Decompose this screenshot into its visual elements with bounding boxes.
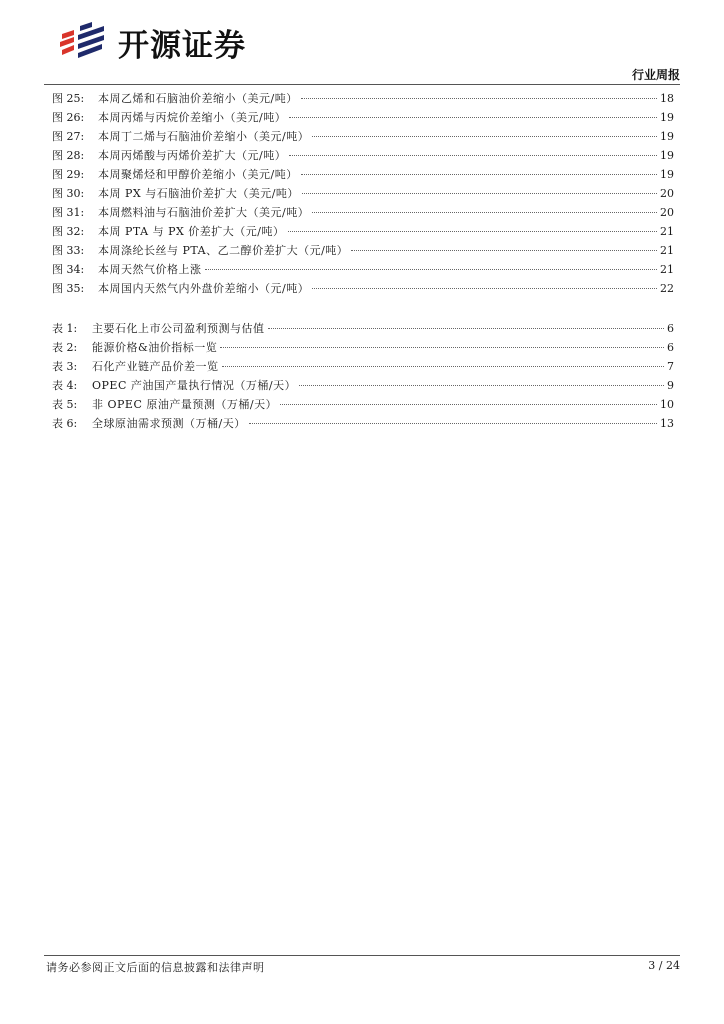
table-entry[interactable] — [52, 357, 674, 376]
figure-page: 21 — [660, 225, 674, 238]
table-number: 表 2: — [52, 341, 78, 354]
figure-title: 本周聚烯烃和甲醇价差缩小（美元/吨） — [98, 168, 298, 181]
figure-entry[interactable] — [52, 127, 674, 146]
dot-leader — [301, 98, 657, 99]
figure-title: 本周 PX 与石脑油价差扩大（美元/吨） — [98, 187, 299, 200]
figure-number: 图 35: — [52, 282, 85, 295]
figure-title: 本周丁二烯与石脑油价差缩小（美元/吨） — [98, 130, 310, 143]
figure-number: 图 27: — [52, 130, 85, 143]
table-page: 9 — [667, 379, 674, 392]
figure-page: 18 — [660, 92, 674, 105]
dot-leader — [312, 288, 657, 289]
table-number: 表 5: — [52, 398, 78, 411]
figure-number: 图 31: — [52, 206, 85, 219]
figure-entry[interactable] — [52, 222, 674, 241]
table-title: OPEC 产油国产量执行情况（万桶/天） — [92, 379, 297, 392]
figure-number: 图 25: — [52, 92, 85, 105]
table-number: 表 6: — [52, 417, 78, 430]
dot-leader — [222, 366, 665, 367]
figure-title: 本周涤纶长丝与 PTA、乙二醇价差扩大（元/吨） — [98, 244, 349, 257]
figure-page: 20 — [660, 206, 674, 219]
figure-page: 20 — [660, 187, 674, 200]
table-entry[interactable] — [52, 338, 674, 357]
figure-entry[interactable] — [52, 89, 674, 108]
dot-leader — [312, 212, 657, 213]
figure-title: 本周燃料油与石脑油价差扩大（美元/吨） — [98, 206, 310, 219]
figure-entry[interactable] — [52, 165, 674, 184]
table-entry[interactable] — [52, 395, 674, 414]
logo-text: 开源证券 — [118, 27, 246, 64]
figure-title: 本周国内天然气内外盘价差缩小（元/吨） — [98, 282, 310, 295]
footer-disclaimer: 请务必参阅正文后面的信息披露和法律声明 — [46, 961, 265, 974]
dot-leader — [301, 174, 657, 175]
table-number: 表 1: — [52, 322, 78, 335]
figure-title: 本周丙烯与丙烷价差缩小（美元/吨） — [98, 111, 287, 124]
logo-mark-icon — [58, 22, 108, 62]
figure-page: 19 — [660, 149, 674, 162]
figure-number: 图 34: — [52, 263, 85, 276]
figure-entry[interactable] — [52, 108, 674, 127]
table-page: 13 — [660, 417, 674, 430]
page-number: 3 / 24 — [648, 959, 680, 972]
dot-leader — [289, 155, 657, 156]
dot-leader — [280, 404, 657, 405]
table-number: 表 4: — [52, 379, 78, 392]
dot-leader — [289, 117, 657, 118]
table-title: 能源价格&油价指标一览 — [92, 341, 218, 354]
figure-page: 21 — [660, 263, 674, 276]
figure-number: 图 28: — [52, 149, 85, 162]
table-page: 6 — [667, 322, 674, 335]
figure-entry[interactable] — [52, 146, 674, 165]
figure-list — [52, 89, 674, 298]
table-title: 主要石化上市公司盈利预测与估值 — [92, 322, 265, 335]
figure-entry[interactable] — [52, 203, 674, 222]
footer-rule — [44, 955, 680, 956]
figure-number: 图 32: — [52, 225, 85, 238]
dot-leader — [220, 347, 664, 348]
table-number: 表 3: — [52, 360, 78, 373]
dot-leader — [268, 328, 665, 329]
table-entry[interactable] — [52, 376, 674, 395]
figure-title: 本周天然气价格上涨 — [98, 263, 202, 276]
figure-page: 19 — [660, 130, 674, 143]
table-title: 非 OPEC 原油产量预测（万桶/天） — [92, 398, 278, 411]
table-page: 7 — [667, 360, 674, 373]
dot-leader — [299, 385, 664, 386]
dot-leader — [288, 231, 657, 232]
figure-title: 本周丙烯酸与丙烯价差扩大（元/吨） — [98, 149, 287, 162]
figure-entry[interactable] — [52, 260, 674, 279]
table-title: 全球原油需求预测（万桶/天） — [92, 417, 246, 430]
table-entry[interactable] — [52, 414, 674, 433]
dot-leader — [312, 136, 657, 137]
header-rule — [44, 84, 680, 85]
figure-number: 图 26: — [52, 111, 85, 124]
figure-page: 19 — [660, 168, 674, 181]
figure-entry[interactable] — [52, 184, 674, 203]
figure-entry[interactable] — [52, 279, 674, 298]
figure-page: 22 — [660, 282, 674, 295]
table-page: 10 — [660, 398, 674, 411]
table-title: 石化产业链产品价差一览 — [92, 360, 219, 373]
table-entry[interactable] — [52, 319, 674, 338]
table-page: 6 — [667, 341, 674, 354]
figure-number: 图 33: — [52, 244, 85, 257]
figure-entry[interactable] — [52, 241, 674, 260]
table-list — [52, 319, 674, 433]
dot-leader — [249, 423, 657, 424]
dot-leader — [351, 250, 657, 251]
figure-number: 图 30: — [52, 187, 85, 200]
figure-title: 本周 PTA 与 PX 价差扩大（元/吨） — [98, 225, 285, 238]
figure-number: 图 29: — [52, 168, 85, 181]
dot-leader — [302, 193, 657, 194]
figure-page: 19 — [660, 111, 674, 124]
company-logo — [58, 22, 246, 62]
figure-page: 21 — [660, 244, 674, 257]
dot-leader — [205, 269, 658, 270]
report-type: 行业周报 — [631, 68, 680, 82]
figure-title: 本周乙烯和石脑油价差缩小（美元/吨） — [98, 92, 298, 105]
